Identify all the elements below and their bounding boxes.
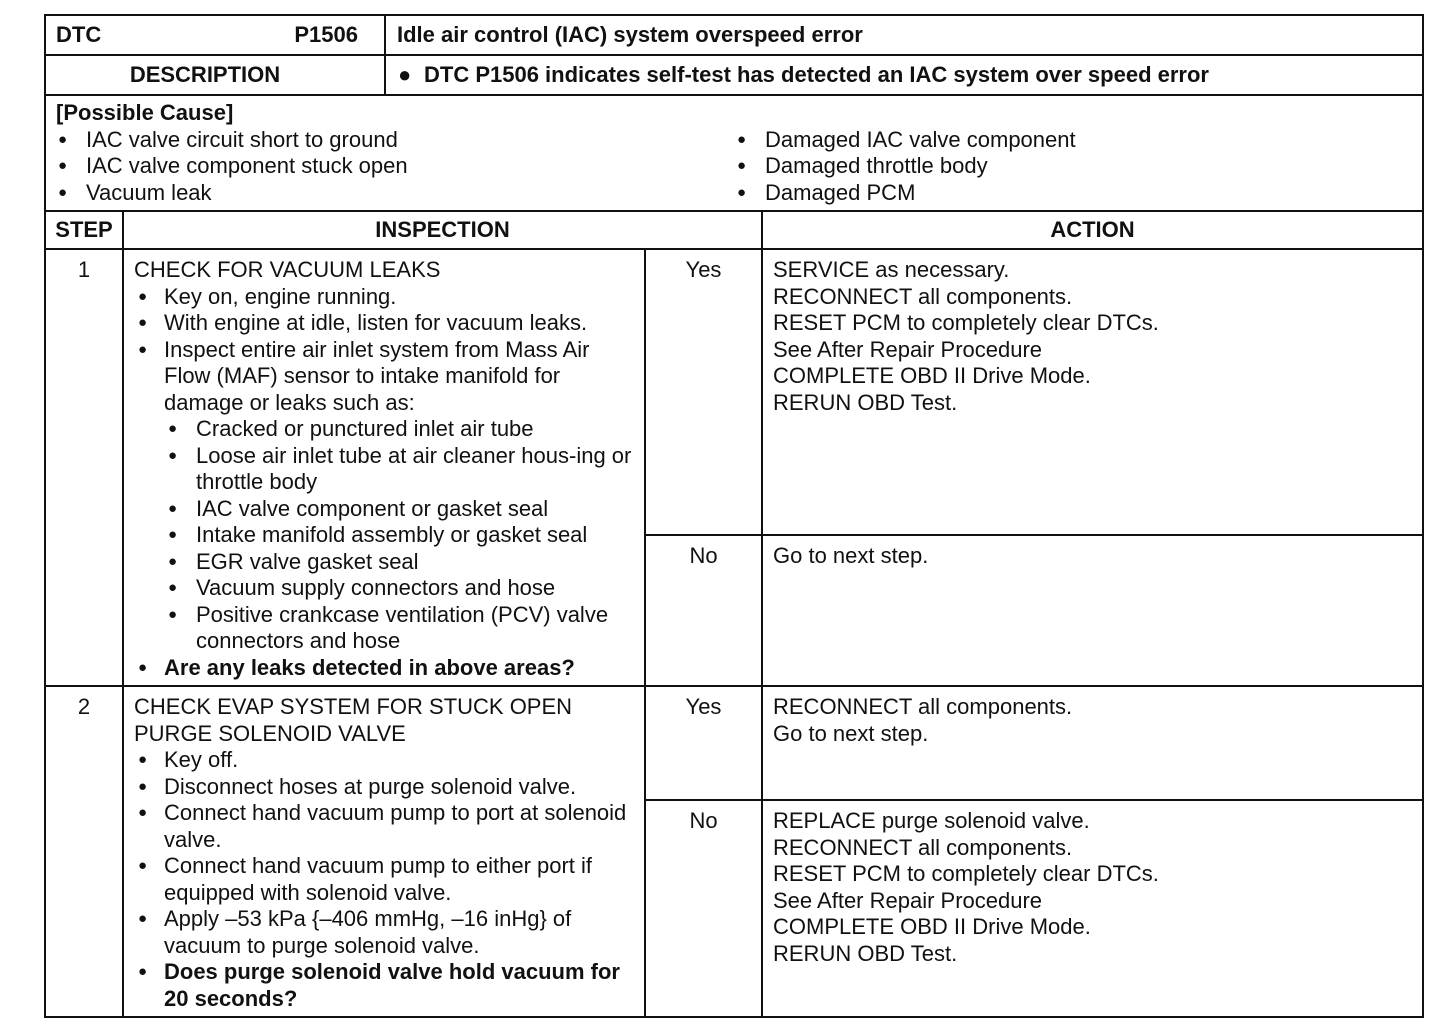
inspection-sub-bullet: ● Positive crankcase ventilation (PCV) valve connectors and hose: [164, 602, 636, 655]
yes-label: Yes: [645, 686, 762, 800]
inspection-column-header: INSPECTION: [123, 211, 762, 249]
action-line: See After Repair Procedure: [773, 887, 1043, 913]
action-line: Go to next step.: [773, 542, 929, 568]
action-line: RECONNECT all components.: [773, 834, 1073, 860]
no-action: [762, 535, 1423, 686]
inspection-bullet: [134, 337, 636, 655]
inspection-bullet: ● Connect hand vacuum pump to either port if equipped with solenoid valve.: [134, 853, 636, 906]
possible-cause-title: [Possible Cause]: [56, 100, 234, 125]
step-title: CHECK FOR VACUUM LEAKS: [134, 257, 441, 282]
inspection-sub-bullet: ● IAC valve component or gasket seal: [164, 496, 636, 523]
action-line: COMPLETE OBD II Drive Mode.: [773, 363, 1091, 388]
dtc-header-row: [45, 15, 1423, 55]
cause-item: ● Vacuum leak: [56, 180, 735, 207]
step-2-inspection: [123, 686, 645, 1017]
cause-item: ● IAC valve component stuck open: [56, 153, 735, 180]
action-line: RECONNECT all components.: [773, 694, 1073, 719]
inspection-bullet: ● Key off.: [134, 747, 636, 774]
dtc-cell: [45, 15, 385, 55]
dtc-label: DTC: [56, 21, 102, 47]
inspection-bullets: [134, 284, 636, 682]
inspection-sub-bullet: ● EGR valve gasket seal: [164, 549, 636, 576]
action-line: COMPLETE OBD II Drive Mode.: [773, 914, 1091, 940]
yes-action: [762, 686, 1423, 800]
action-line: Go to next step.: [773, 720, 929, 746]
possible-cause-cell: [45, 95, 1423, 211]
inspection-sub-bullet: ● Vacuum supply connectors and hose: [164, 575, 636, 602]
yes-action: [762, 249, 1423, 535]
action-line: See After Repair Procedure: [773, 336, 1043, 362]
column-header-row: [45, 211, 1423, 249]
action-column-header: ACTION: [762, 211, 1423, 249]
yes-label: Yes: [645, 249, 762, 535]
cause-item: ● Damaged PCM: [735, 180, 1414, 207]
step-1-inspection: [123, 249, 645, 686]
bullet-icon: ●: [398, 61, 412, 87]
inspection-bullet: ● With engine at idle, listen for vacuum leaks.: [134, 310, 636, 337]
description-label: DESCRIPTION: [45, 55, 385, 95]
action-line: RERUN OBD Test.: [773, 940, 958, 966]
action-line: RECONNECT all components.: [773, 283, 1073, 309]
cause-item: ● IAC valve circuit short to ground: [56, 127, 735, 154]
inspection-bullet: ● Connect hand vacuum pump to port at solenoid valve.: [134, 800, 636, 853]
description-text: DTC P1506 indicates self-test has detected an IAC system over speed error: [424, 61, 1209, 87]
possible-cause-row: [45, 95, 1423, 211]
no-label: No: [645, 535, 762, 686]
action-line: SERVICE as necessary.: [773, 257, 1010, 282]
inspection-question: ● Does purge solenoid valve hold vacuum for 20 seconds?: [134, 959, 636, 1012]
step-title: CHECK EVAP SYSTEM FOR STUCK OPEN PURGE SOLENOID VALVE: [134, 694, 573, 746]
inspection-bullet: ● Key on, engine running.: [134, 284, 636, 311]
inspection-sub-bullet: ● Intake manifold assembly or gasket seal: [164, 522, 636, 549]
action-line: RESET PCM to completely clear DTCs.: [773, 861, 1159, 887]
inspection-sub-bullet: ● Loose air inlet tube at air cleaner hous-ing or throttle body: [164, 443, 636, 496]
action-line: REPLACE purge solenoid valve.: [773, 808, 1090, 834]
inspection-sub-bullet: ● Cracked or punctured inlet air tube: [164, 416, 636, 443]
action-line: RERUN OBD Test.: [773, 389, 958, 415]
cause-item: ● Damaged throttle body: [735, 153, 1414, 180]
cause-item: ● Damaged IAC valve component: [735, 127, 1414, 154]
action-line: RESET PCM to completely clear DTCs.: [773, 310, 1159, 335]
diagnostic-table: [44, 14, 1424, 1018]
step-2-yes-row: [45, 686, 1423, 800]
step-1-yes-row: [45, 249, 1423, 535]
no-label: No: [645, 800, 762, 1017]
diagnostic-page: [44, 14, 1422, 1017]
step-column-header: STEP: [45, 211, 123, 249]
no-action: [762, 800, 1423, 1017]
dtc-title: Idle air control (IAC) system overspeed error: [385, 15, 1423, 55]
step-number: 2: [45, 686, 123, 1017]
step-number: 1: [45, 249, 123, 686]
description-cell: [385, 55, 1423, 95]
inspection-bullets: [134, 747, 636, 1012]
inspection-bullet: ● Apply –53 kPa {–406 mmHg, –16 inHg} of vacuum to purge solenoid valve.: [134, 906, 636, 959]
inspection-bullet-text: Inspect entire air inlet system from Mass Air Flow (MAF) sensor to intake manifold for damage or leaks such as:: [164, 336, 590, 415]
description-row: [45, 55, 1423, 95]
inspection-question: ● Are any leaks detected in above areas?: [134, 655, 636, 682]
inspection-sub-bullets: [164, 416, 636, 655]
dtc-code: P1506: [294, 21, 358, 47]
cause-list-right: [735, 127, 1414, 207]
cause-list-left: [56, 127, 735, 207]
inspection-bullet: ● Disconnect hoses at purge solenoid valve.: [134, 774, 636, 801]
